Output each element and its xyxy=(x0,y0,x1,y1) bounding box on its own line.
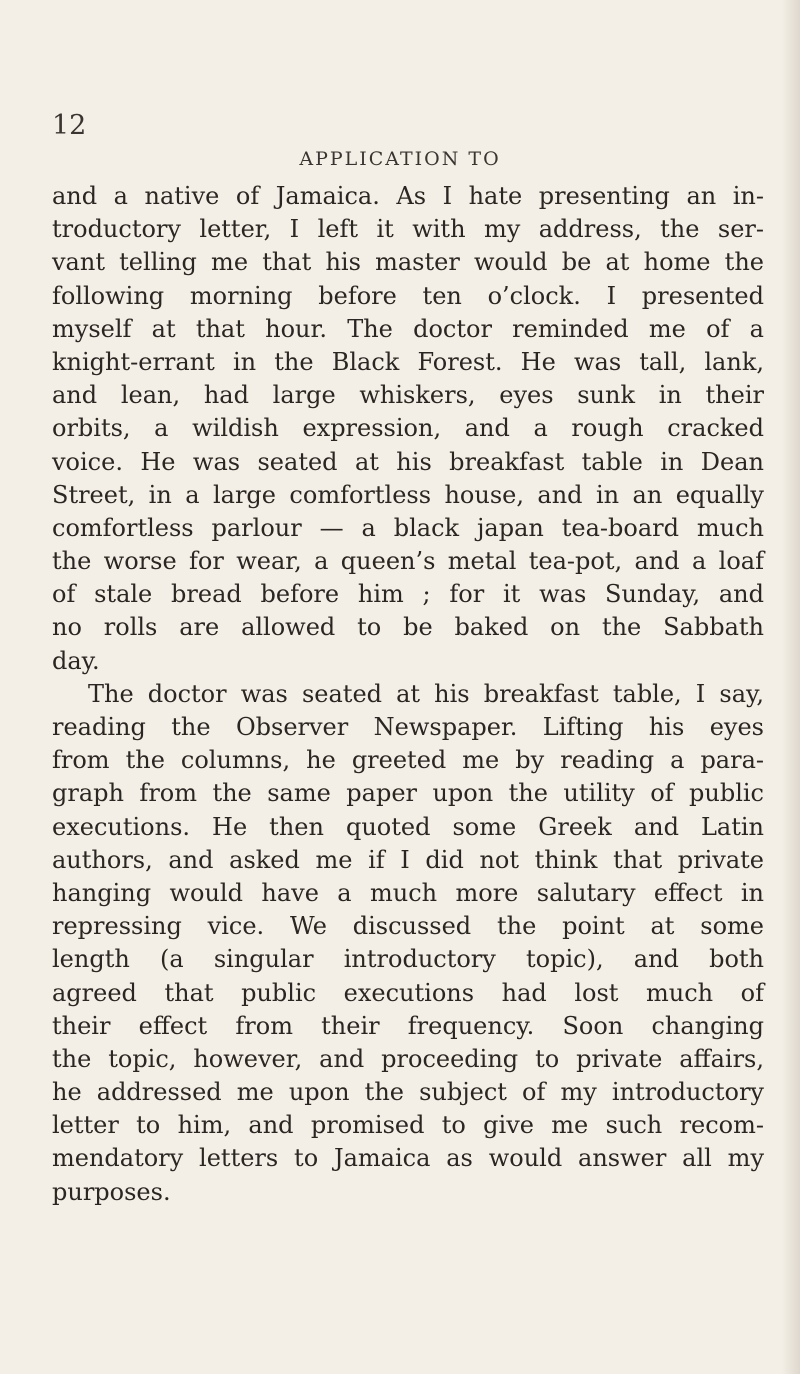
paragraph-2 xyxy=(52,678,764,1209)
page-number: 12 xyxy=(52,110,87,141)
text-line: executions. He then quoted some Greek and Latin xyxy=(52,812,764,841)
text-line: The doctor was seated at his breakfast table, I say, xyxy=(88,679,764,708)
text-line: the topic, however, and proceeding to private affairs, xyxy=(52,1044,764,1073)
text-line: their effect from their frequency. Soon changing xyxy=(52,1011,764,1040)
text-line: comfortless parlour — a black japan tea-board much xyxy=(52,513,764,542)
running-head: APPLICATION TO xyxy=(299,148,501,170)
text-line: following morning before ten o’clock. I presented xyxy=(52,281,764,310)
page-edge-shadow xyxy=(782,0,800,1374)
text-line: and a native of Jamaica. As I hate presenting an in- xyxy=(52,182,764,210)
text-line: knight-errant in the Black Forest. He was tall, lank, xyxy=(52,347,764,376)
paragraph-1 xyxy=(52,180,764,678)
text-line: the worse for wear, a queen’s metal tea-pot, and a loaf xyxy=(52,547,764,576)
text-line: vant telling me that his master would be at home the xyxy=(52,248,764,277)
text-line: authors, and asked me if I did not think that private xyxy=(52,845,764,874)
body-text xyxy=(52,180,764,1209)
text-line: Street, in a large comfortless house, and in an equally xyxy=(52,480,764,509)
text-line: and lean, had large whiskers, eyes sunk in their xyxy=(52,381,764,410)
text-line: of stale bread before him ; for it was Sunday, and xyxy=(52,580,764,609)
text-line: troductory letter, I left it with my address, the ser- xyxy=(52,215,764,244)
text-line: myself at that hour. The doctor reminded me of a xyxy=(52,314,764,343)
text-line: voice. He was seated at his breakfast table in Dean xyxy=(52,447,764,476)
text-line: from the columns, he greeted me by reading a para- xyxy=(52,746,764,775)
text-line: day. xyxy=(52,646,100,675)
text-line: repressing vice. We discussed the point at some xyxy=(52,912,764,941)
text-line: mendatory letters to Jamaica as would answer all my xyxy=(52,1144,764,1173)
text-line: letter to him, and promised to give me such recom- xyxy=(52,1111,764,1140)
text-line: length (a singular introductory topic), and both xyxy=(52,945,764,974)
text-line: no rolls are allowed to be baked on the Sabbath xyxy=(52,613,764,642)
text-line: agreed that public executions had lost much of xyxy=(52,978,764,1007)
text-line: graph from the same paper upon the utility of public xyxy=(52,779,764,808)
text-line: hanging would have a much more salutary effect in xyxy=(52,878,764,907)
text-line: he addressed me upon the subject of my introductory xyxy=(52,1078,764,1107)
text-line: purposes. xyxy=(52,1177,171,1206)
text-line: orbits, a wildish expression, and a rough cracked xyxy=(52,414,764,443)
text-line: reading the Observer Newspaper. Lifting his eyes xyxy=(52,713,764,741)
